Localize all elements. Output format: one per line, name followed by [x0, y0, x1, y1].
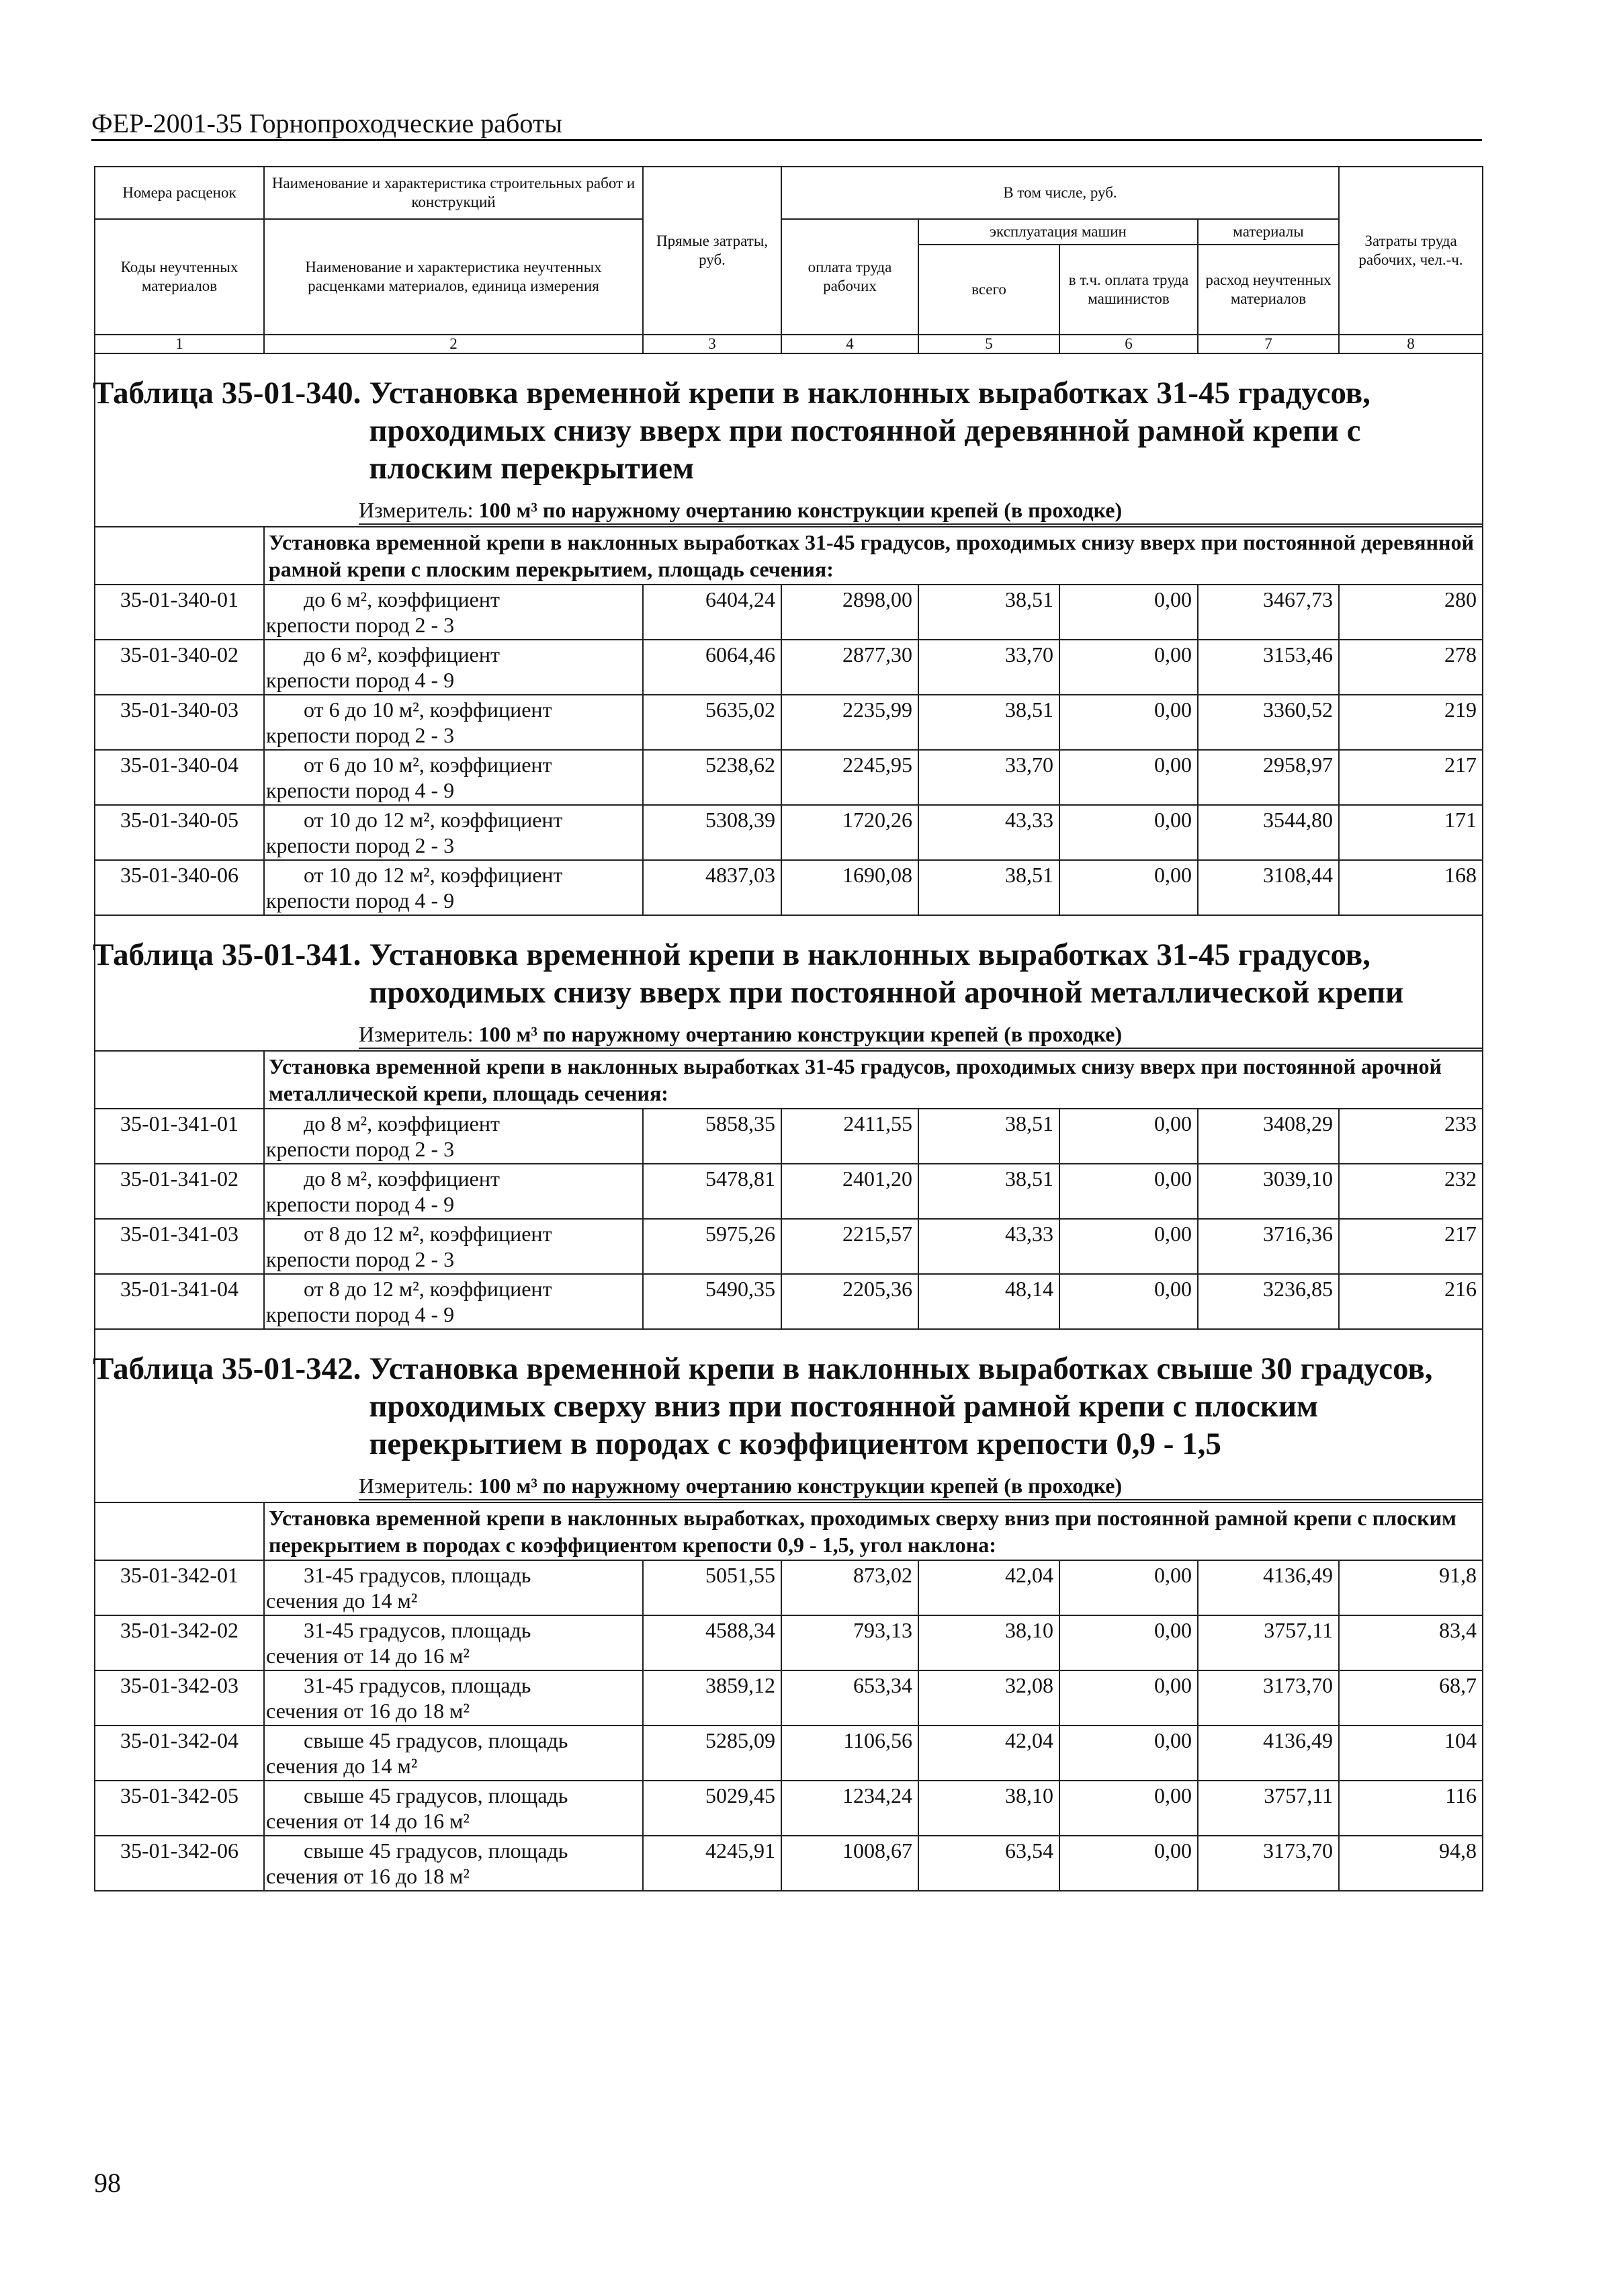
labor-hours: 217	[1339, 750, 1483, 805]
machine-cost: 38,51	[918, 860, 1059, 915]
rate-code: 35-01-342-02	[95, 1615, 264, 1670]
rate-name-line1: до 6 м², коэффициент	[304, 587, 500, 611]
labor-hours: 68,7	[1339, 1670, 1483, 1726]
machine-cost: 33,70	[918, 640, 1059, 695]
header-row-2	[95, 219, 1483, 245]
table-title-text: Установка временной крепи в наклонных выработках 31-45 градусов, проходимых снизу вверх при постоянной деревянной рамной крепи с плоским перекрытием	[369, 376, 1370, 486]
measure-label: Измеритель:	[359, 1474, 474, 1498]
direct-cost: 5490,35	[643, 1274, 781, 1329]
table-title-text: Установка временной крепи в наклонных выработках свыше 30 градусов, проходимых сверху вниз при постоянной рамной крепи с плоским перекрытием в породах с коэффициентом крепости 0,9 - 1,5	[369, 1351, 1433, 1461]
rate-name-line1: от 6 до 10 м², коэффициент	[304, 753, 552, 777]
direct-cost: 5238,62	[643, 750, 781, 805]
machine-cost: 43,33	[918, 805, 1059, 860]
labor-hours: 280	[1339, 585, 1483, 640]
measure-cell	[95, 493, 1483, 527]
table-title-cell	[95, 353, 1483, 493]
rate-name	[264, 1274, 643, 1329]
col-header-nomera: Номера расценок	[95, 167, 264, 219]
table-row	[95, 1615, 1483, 1670]
direct-cost: 4837,03	[643, 860, 781, 915]
materials-cost: 3153,46	[1198, 640, 1339, 695]
labor-cost: 793,13	[781, 1615, 918, 1670]
measure-label: Измеритель:	[359, 1022, 474, 1046]
table-row	[95, 1781, 1483, 1836]
measure-value: 100 м³ по наружному очертанию конструкции крепей (в проходке)	[478, 498, 1123, 522]
table-number: Таблица 35-01-342.	[93, 1351, 361, 1386]
rate-code: 35-01-342-03	[95, 1670, 264, 1726]
rate-name	[264, 1670, 643, 1726]
table-title-row	[95, 1329, 1483, 1468]
labor-cost: 2235,99	[781, 695, 918, 750]
col-number: 7	[1198, 335, 1339, 353]
direct-cost: 5858,35	[643, 1109, 781, 1164]
table-row	[95, 585, 1483, 640]
labor-hours: 233	[1339, 1109, 1483, 1164]
rate-name	[264, 1219, 643, 1274]
col-header-naim1: Наименование и характеристика строительных работ и конструкций	[264, 167, 643, 219]
labor-hours: 168	[1339, 860, 1483, 915]
table-row	[95, 1164, 1483, 1219]
machine-cost: 63,54	[918, 1836, 1059, 1891]
col-number: 3	[643, 335, 781, 353]
rate-name-line2: крепости пород 2 - 3	[266, 1247, 455, 1271]
table-row	[95, 1274, 1483, 1329]
materials-cost: 3173,70	[1198, 1670, 1339, 1726]
table-body	[95, 167, 1483, 1891]
table-title	[93, 354, 1482, 493]
col-number: 4	[781, 335, 918, 353]
col-number: 8	[1339, 335, 1483, 353]
rate-name	[264, 640, 643, 695]
rate-name	[264, 750, 643, 805]
labor-hours: 116	[1339, 1781, 1483, 1836]
machinist-labor-cost: 0,00	[1059, 1726, 1198, 1781]
labor-cost: 653,34	[781, 1670, 918, 1726]
table-title	[93, 916, 1482, 1017]
header-rule	[91, 139, 1482, 141]
table-title-cell	[95, 915, 1483, 1017]
col-header-zatraty: Затраты труда рабочих, чел.-ч.	[1339, 167, 1483, 335]
rate-name	[264, 1560, 643, 1615]
measure-line	[359, 497, 1482, 525]
rate-name	[264, 805, 643, 860]
rate-code: 35-01-342-01	[95, 1560, 264, 1615]
materials-cost: 3716,36	[1198, 1219, 1339, 1274]
rate-name-line2: сечения от 14 до 16 м²	[266, 1644, 470, 1668]
measure-row	[95, 1468, 1483, 1502]
machinist-labor-cost: 0,00	[1059, 585, 1198, 640]
machinist-labor-cost: 0,00	[1059, 1109, 1198, 1164]
table-title-cell	[95, 1329, 1483, 1468]
rate-name-line2: сечения до 14 м²	[266, 1754, 418, 1778]
machine-cost: 42,04	[918, 1560, 1059, 1615]
rate-code: 35-01-342-04	[95, 1726, 264, 1781]
labor-cost: 2877,30	[781, 640, 918, 695]
rate-name-line1: от 10 до 12 м², коэффициент	[304, 863, 563, 887]
direct-cost: 5308,39	[643, 805, 781, 860]
materials-cost: 4136,49	[1198, 1726, 1339, 1781]
labor-hours: 91,8	[1339, 1560, 1483, 1615]
machine-cost: 42,04	[918, 1726, 1059, 1781]
measure-row	[95, 493, 1483, 527]
table-row	[95, 860, 1483, 915]
machine-cost: 43,33	[918, 1219, 1059, 1274]
col-header-vtch: в т.ч. оплата труда машинистов	[1059, 245, 1198, 335]
rate-name-line1: от 8 до 12 м², коэффициент	[304, 1277, 552, 1301]
table-number: Таблица 35-01-340.	[93, 376, 361, 411]
machinist-labor-cost: 0,00	[1059, 1274, 1198, 1329]
table-title-row	[95, 915, 1483, 1017]
table-row	[95, 1726, 1483, 1781]
rate-code: 35-01-341-01	[95, 1109, 264, 1164]
direct-cost: 4588,34	[643, 1615, 781, 1670]
table-row	[95, 640, 1483, 695]
table-title	[93, 1330, 1482, 1468]
rates-table	[94, 166, 1483, 1891]
rate-name-line1: до 6 м², коэффициент	[304, 642, 500, 667]
page-number: 98	[94, 2168, 121, 2198]
labor-cost: 1008,67	[781, 1836, 918, 1891]
machinist-labor-cost: 0,00	[1059, 640, 1198, 695]
direct-cost: 6404,24	[643, 585, 781, 640]
rate-name	[264, 1836, 643, 1891]
rate-name-line1: 31-45 градусов, площадь	[304, 1673, 531, 1697]
labor-hours: 104	[1339, 1726, 1483, 1781]
rate-name	[264, 695, 643, 750]
rate-name-line2: крепости пород 2 - 3	[266, 1137, 455, 1161]
section-heading: Установка временной крепи в наклонных выработках 31-45 градусов, проходимых снизу вверх при постоянной арочной металлической крепи, площадь сечения:	[264, 1051, 1483, 1109]
rate-name-line1: от 6 до 10 м², коэффициент	[304, 697, 552, 722]
rate-name-line2: крепости пород 2 - 3	[266, 833, 455, 857]
materials-cost: 3108,44	[1198, 860, 1339, 915]
materials-cost: 3039,10	[1198, 1164, 1339, 1219]
section-row	[95, 1051, 1483, 1109]
machinist-labor-cost: 0,00	[1059, 805, 1198, 860]
rate-name-line2: крепости пород 2 - 3	[266, 613, 455, 637]
labor-cost: 2245,95	[781, 750, 918, 805]
rate-name-line1: до 8 м², коэффициент	[304, 1111, 500, 1136]
labor-cost: 2411,55	[781, 1109, 918, 1164]
section-heading: Установка временной крепи в наклонных выработках, проходимых сверху вниз при постоянной рамной крепи с плоским перекрытием в породах с коэффициентом крепости 0,9 - 1,5, угол наклона:	[264, 1502, 1483, 1560]
section-row	[95, 1502, 1483, 1560]
machinist-labor-cost: 0,00	[1059, 1836, 1198, 1891]
col-number: 6	[1059, 335, 1198, 353]
rate-name-line1: от 8 до 12 м², коэффициент	[304, 1222, 552, 1246]
labor-hours: 217	[1339, 1219, 1483, 1274]
col-header-naim2: Наименование и характеристика неучтенных расценками материалов, единица измерения	[264, 219, 643, 335]
machine-cost: 38,51	[918, 585, 1059, 640]
labor-cost: 1234,24	[781, 1781, 918, 1836]
rate-name-line2: сечения от 14 до 16 м²	[266, 1809, 470, 1833]
rate-name-line1: до 8 м², коэффициент	[304, 1166, 500, 1191]
col-header-ekspl: эксплуатация машин	[918, 219, 1198, 245]
rate-code: 35-01-340-01	[95, 585, 264, 640]
labor-hours: 232	[1339, 1164, 1483, 1219]
labor-hours: 83,4	[1339, 1615, 1483, 1670]
machine-cost: 38,51	[918, 695, 1059, 750]
col-header-kody: Коды неучтенных материалов	[95, 219, 264, 335]
rate-code: 35-01-340-04	[95, 750, 264, 805]
direct-cost: 5285,09	[643, 1726, 781, 1781]
table-title-text: Установка временной крепи в наклонных выработках 31-45 градусов, проходимых снизу вверх при постоянной арочной металлической крепи	[369, 937, 1404, 1010]
materials-cost: 3236,85	[1198, 1274, 1339, 1329]
section-spacer	[95, 527, 264, 585]
rate-code: 35-01-342-05	[95, 1781, 264, 1836]
direct-cost: 5635,02	[643, 695, 781, 750]
rate-code: 35-01-341-03	[95, 1219, 264, 1274]
measure-row	[95, 1017, 1483, 1051]
measure-cell	[95, 1468, 1483, 1502]
table-number: Таблица 35-01-341.	[93, 937, 361, 972]
labor-hours: 278	[1339, 640, 1483, 695]
rate-code: 35-01-340-03	[95, 695, 264, 750]
labor-cost: 873,02	[781, 1560, 918, 1615]
rate-code: 35-01-340-06	[95, 860, 264, 915]
col-header-vtom: В том числе, руб.	[781, 167, 1339, 219]
section-row	[95, 527, 1483, 585]
rate-name	[264, 860, 643, 915]
machine-cost: 33,70	[918, 750, 1059, 805]
col-header-pryamye: Прямые затраты, руб.	[643, 167, 781, 335]
materials-cost: 2958,97	[1198, 750, 1339, 805]
header-row-1	[95, 167, 1483, 219]
table-row	[95, 1109, 1483, 1164]
section-spacer	[95, 1502, 264, 1560]
rate-name	[264, 1615, 643, 1670]
labor-cost: 2205,36	[781, 1274, 918, 1329]
rate-name-line2: крепости пород 4 - 9	[266, 1192, 455, 1216]
measure-cell	[95, 1017, 1483, 1051]
col-number: 2	[264, 335, 643, 353]
direct-cost: 3859,12	[643, 1670, 781, 1726]
machinist-labor-cost: 0,00	[1059, 860, 1198, 915]
labor-cost: 1690,08	[781, 860, 918, 915]
col-header-materialy: материалы	[1198, 219, 1339, 245]
machine-cost: 32,08	[918, 1670, 1059, 1726]
measure-value: 100 м³ по наружному очертанию конструкции крепей (в проходке)	[478, 1474, 1123, 1498]
machinist-labor-cost: 0,00	[1059, 1781, 1198, 1836]
rate-name-line2: крепости пород 4 - 9	[266, 1302, 455, 1326]
rate-name-line1: свыше 45 градусов, площадь	[304, 1783, 568, 1808]
direct-cost: 6064,46	[643, 640, 781, 695]
direct-cost: 5975,26	[643, 1219, 781, 1274]
rate-name-line2: крепости пород 4 - 9	[266, 668, 455, 692]
machine-cost: 38,10	[918, 1615, 1059, 1670]
rate-code: 35-01-340-05	[95, 805, 264, 860]
labor-cost: 2215,57	[781, 1219, 918, 1274]
page-header: ФЕР-2001-35 Горнопроходческие работы	[91, 108, 563, 138]
col-header-oplata: оплата труда рабочих	[781, 219, 918, 335]
col-header-vsego: всего	[918, 245, 1059, 335]
table-row	[95, 1219, 1483, 1274]
rate-name-line2: сечения от 16 до 18 м²	[266, 1699, 470, 1723]
machinist-labor-cost: 0,00	[1059, 1615, 1198, 1670]
col-number: 1	[95, 335, 264, 353]
machinist-labor-cost: 0,00	[1059, 1670, 1198, 1726]
machinist-labor-cost: 0,00	[1059, 750, 1198, 805]
rate-code: 35-01-342-06	[95, 1836, 264, 1891]
table-row	[95, 805, 1483, 860]
measure-value: 100 м³ по наружному очертанию конструкции крепей (в проходке)	[478, 1022, 1123, 1046]
direct-cost: 5029,45	[643, 1781, 781, 1836]
rate-name-line2: крепости пород 4 - 9	[266, 778, 455, 802]
labor-cost: 2401,20	[781, 1164, 918, 1219]
table-row	[95, 695, 1483, 750]
rate-name-line1: 31-45 градусов, площадь	[304, 1618, 531, 1642]
labor-cost: 1720,26	[781, 805, 918, 860]
measure-line	[359, 1021, 1482, 1049]
machine-cost: 38,51	[918, 1164, 1059, 1219]
labor-cost: 1106,56	[781, 1726, 918, 1781]
machinist-labor-cost: 0,00	[1059, 1164, 1198, 1219]
rate-code: 35-01-341-04	[95, 1274, 264, 1329]
machine-cost: 48,14	[918, 1274, 1059, 1329]
column-numbers-row	[95, 335, 1483, 353]
materials-cost: 3408,29	[1198, 1109, 1339, 1164]
materials-cost: 3173,70	[1198, 1836, 1339, 1891]
machinist-labor-cost: 0,00	[1059, 1560, 1198, 1615]
materials-cost: 3544,80	[1198, 805, 1339, 860]
materials-cost: 3360,52	[1198, 695, 1339, 750]
rate-name-line1: 31-45 градусов, площадь	[304, 1563, 531, 1587]
rate-name-line2: сечения до 14 м²	[266, 1588, 418, 1613]
table-row	[95, 750, 1483, 805]
section-spacer	[95, 1051, 264, 1109]
rate-name	[264, 1726, 643, 1781]
labor-hours: 171	[1339, 805, 1483, 860]
rate-name-line2: крепости пород 4 - 9	[266, 888, 455, 912]
materials-cost: 4136,49	[1198, 1560, 1339, 1615]
rate-name	[264, 1109, 643, 1164]
rate-code: 35-01-341-02	[95, 1164, 264, 1219]
machinist-labor-cost: 0,00	[1059, 1219, 1198, 1274]
rate-name-line2: крепости пород 2 - 3	[266, 723, 455, 747]
table-title-row	[95, 353, 1483, 493]
labor-hours: 216	[1339, 1274, 1483, 1329]
machine-cost: 38,10	[918, 1781, 1059, 1836]
labor-hours: 219	[1339, 695, 1483, 750]
materials-cost: 3757,11	[1198, 1615, 1339, 1670]
rate-code: 35-01-340-02	[95, 640, 264, 695]
table-row	[95, 1670, 1483, 1726]
rate-name	[264, 1164, 643, 1219]
rate-name	[264, 585, 643, 640]
direct-cost: 4245,91	[643, 1836, 781, 1891]
section-heading: Установка временной крепи в наклонных выработках 31-45 градусов, проходимых снизу вверх при постоянной деревянной рамной крепи с плоским перекрытием, площадь сечения:	[264, 527, 1483, 585]
rate-name-line1: свыше 45 градусов, площадь	[304, 1838, 568, 1863]
rate-name-line1: свыше 45 градусов, площадь	[304, 1728, 568, 1752]
machinist-labor-cost: 0,00	[1059, 695, 1198, 750]
direct-cost: 5478,81	[643, 1164, 781, 1219]
measure-line	[359, 1472, 1482, 1500]
materials-cost: 3467,73	[1198, 585, 1339, 640]
measure-label: Измеритель:	[359, 498, 474, 522]
rate-name-line2: сечения от 16 до 18 м²	[266, 1864, 470, 1888]
col-number: 5	[918, 335, 1059, 353]
direct-cost: 5051,55	[643, 1560, 781, 1615]
table-row	[95, 1836, 1483, 1891]
rate-name-line1: от 10 до 12 м², коэффициент	[304, 808, 563, 832]
materials-cost: 3757,11	[1198, 1781, 1339, 1836]
machine-cost: 38,51	[918, 1109, 1059, 1164]
labor-hours: 94,8	[1339, 1836, 1483, 1891]
table-row	[95, 1560, 1483, 1615]
labor-cost: 2898,00	[781, 585, 918, 640]
rate-name	[264, 1781, 643, 1836]
col-header-rashod: расход неучтенных материалов	[1198, 245, 1339, 335]
